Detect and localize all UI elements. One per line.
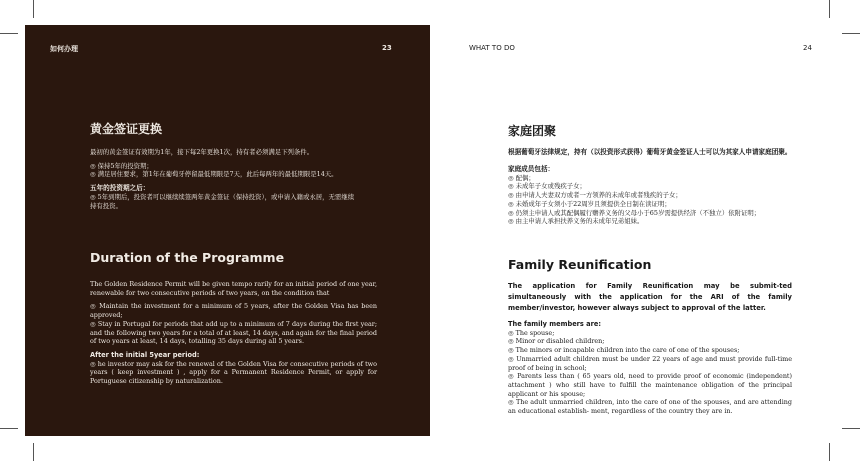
left-cn-after: ◎ 5年到期后，投资者可以继续续签两年黄金签证（保持投资），或申请入籍或永居，无需继续持有投资。 [90, 192, 355, 210]
crop-mark [33, 443, 34, 461]
left-cn-item: ◎ 满足居住要求，第1年在葡萄牙停留最低期限是7天，此后每两年的最低期限是14天。 [90, 170, 338, 179]
left-en-subheading: After the initial 5year period: [90, 350, 200, 359]
left-en-item: ◎ Stay in Portugal for periods that add up to a minimum of 7 days during the first year; and the following two years for a total of at least, 14 days, and again for the final period of two years at least, 14 days, totalling 35 days during all 5 years. [90, 319, 377, 346]
right-en-intro: The application for Family Reunification may be submit-ted simultaneously with the application for the ARI of the family member/investor, however always subject to approval of the latter. [508, 282, 792, 312]
right-cn-item: ◎ 未成年子女或残疾子女； [508, 182, 586, 191]
left-en-intro: The Golden Residence Permit will be given tempo rarily for an initial period of one year, renewable for two consecutive periods of two years, on the condition that [90, 280, 377, 297]
left-en-after: ◎ he investor may ask for the renewal of the Golden Visa for consecutive periods of two years ( keep investment ) , apply for a Permanent Residence Permit, or apply for Portuguese citizenship by naturalization. [90, 359, 377, 386]
right-cn-item: ◎ 由主申请人承担扶养义务的未成年兄弟姐妹。 [508, 217, 644, 226]
left-cn-item: ◎ 保持5年的投资期； [90, 161, 153, 170]
right-header-title: WHAT TO DO [469, 44, 515, 52]
left-header-title: 如何办理 [50, 45, 78, 53]
crop-mark [842, 428, 860, 429]
right-en-item: ◎ Unmarried adult children must be under 22 years of age and must provide full-time proof of being in school; [508, 354, 792, 372]
right-cn-item: ◎ 由申请人夫妻双方或者一方领养的未成年或者残疾的子女； [508, 191, 682, 200]
crop-mark [0, 33, 18, 34]
right-cn-item: ◎ 配偶； [508, 173, 535, 182]
right-en-item: ◎ Parents less than ( 65 years old, need to provide proof of economic (independent) attachment ) who still have to fulfill the maintenance obligation of the principal applicant or his spouse; [508, 372, 792, 398]
right-cn-title: 家庭团聚 [508, 124, 557, 138]
right-en-item: ◎ Minor or disabled children; [508, 337, 605, 346]
crop-mark [33, 0, 34, 18]
right-cn-body [508, 148, 798, 226]
crop-mark [829, 0, 830, 18]
right-page [430, 25, 835, 436]
left-en-body [90, 280, 377, 386]
right-en-item: ◎ The minors or incapable children into the care of one of the spouses; [508, 346, 740, 355]
right-cn-subheading: 家庭成员包括： [508, 165, 555, 173]
crop-mark [829, 443, 830, 461]
left-cn-subheading: 五年的投资期之后： [90, 184, 150, 193]
right-cn-intro: 根据葡萄牙法律规定，持有（以投资形式获得）葡萄牙黄金签证人士可以为其家人申请家庭团聚。 [508, 148, 792, 156]
right-cn-item: ◎ 仍须主申请人或其配偶履行赡养义务的父母小于65岁需提供经济（不独立）依附证明； [508, 208, 761, 217]
crop-mark [0, 428, 18, 429]
left-cn-body [90, 148, 360, 210]
right-en-item: ◎ The spouse; [508, 328, 555, 337]
right-en-item: ◎ The adult unmarried children, into the care of one of the spouses, and are attending an educational establish- ment, regardless of the country they are in. [508, 398, 792, 416]
right-en-title: Family Reunification [508, 257, 652, 272]
right-page-number: 24 [803, 44, 812, 52]
left-page-number: 23 [382, 44, 392, 52]
left-cn-title: 黄金签证更换 [90, 122, 163, 136]
left-page [25, 25, 430, 436]
right-en-body [508, 281, 792, 416]
left-en-title: Duration of the Programme [90, 250, 285, 265]
right-en-subheading: The family members are: [508, 320, 601, 328]
left-en-item: ◎ Maintain the investment for a minimum of 5 years, after the Golden Visa has been approved; [90, 302, 377, 320]
crop-mark [842, 33, 860, 34]
right-cn-item: ◎ 未婚成年子女须小于22周岁且须提供全日制在读证明； [508, 199, 671, 208]
left-cn-intro: 最初的黄金签证有效期为1年，接下每2年更换1次，持有者必须满足下列条件。 [90, 148, 314, 156]
